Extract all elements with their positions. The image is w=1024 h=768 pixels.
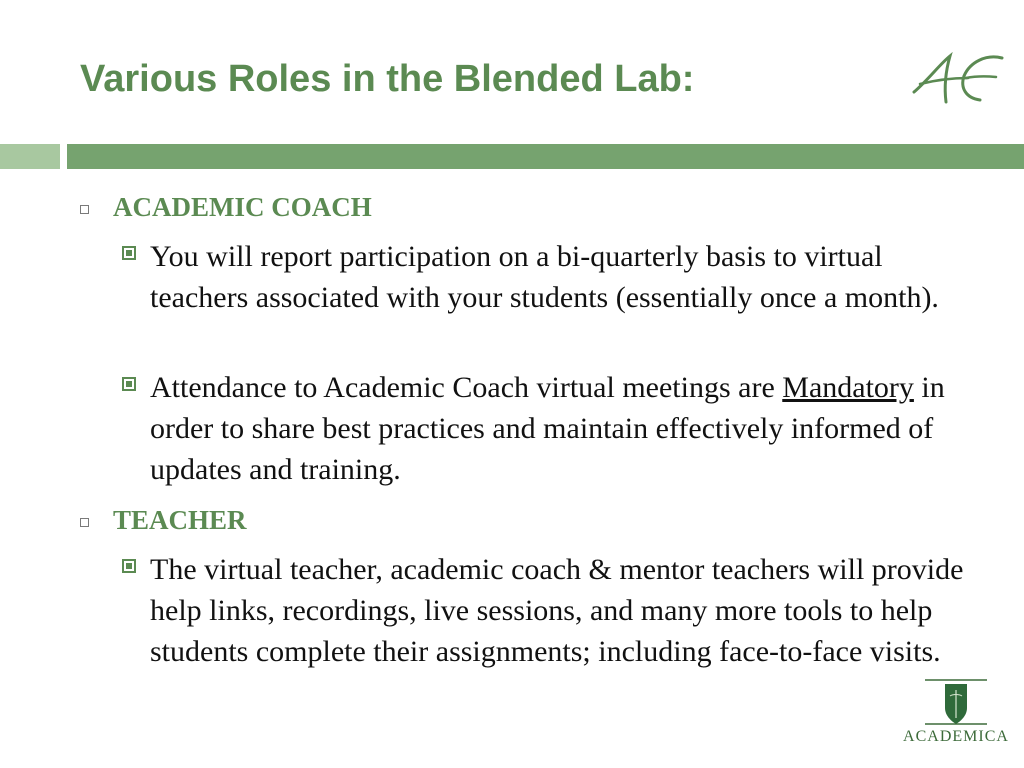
filled-square-bullet-icon [122,246,136,260]
academica-crest-icon [903,678,1009,728]
hollow-square-bullet-icon [80,518,89,527]
academica-logo [903,678,1009,750]
filled-square-bullet-icon [122,377,136,391]
filled-square-bullet-icon [122,559,136,573]
bullet-item: Attendance to Academic Coach virtual meetings are Mandatory in order to share best practices and maintain effectively informed of updates and training. [122,367,982,490]
section-heading-academic-coach: ACADEMIC COACH [80,192,372,223]
section-heading-teacher: TEACHER [80,505,247,536]
academica-wordmark: ACADEMICA [903,728,1009,745]
underlined-emphasis: Mandatory [782,371,914,404]
hollow-square-bullet-icon [80,205,89,214]
slide-title: Various Roles in the Blended Lab: [80,58,695,100]
bullet-item: The virtual teacher, academic coach & mentor teachers will provide help links, recordings, live sessions, and many more tools to help students complete their assignments; including face-to-face visits. [122,549,982,672]
bullet-item: You will report participation on a bi-quarterly basis to virtual teachers associated with your students (essentially once a month). [122,236,982,318]
